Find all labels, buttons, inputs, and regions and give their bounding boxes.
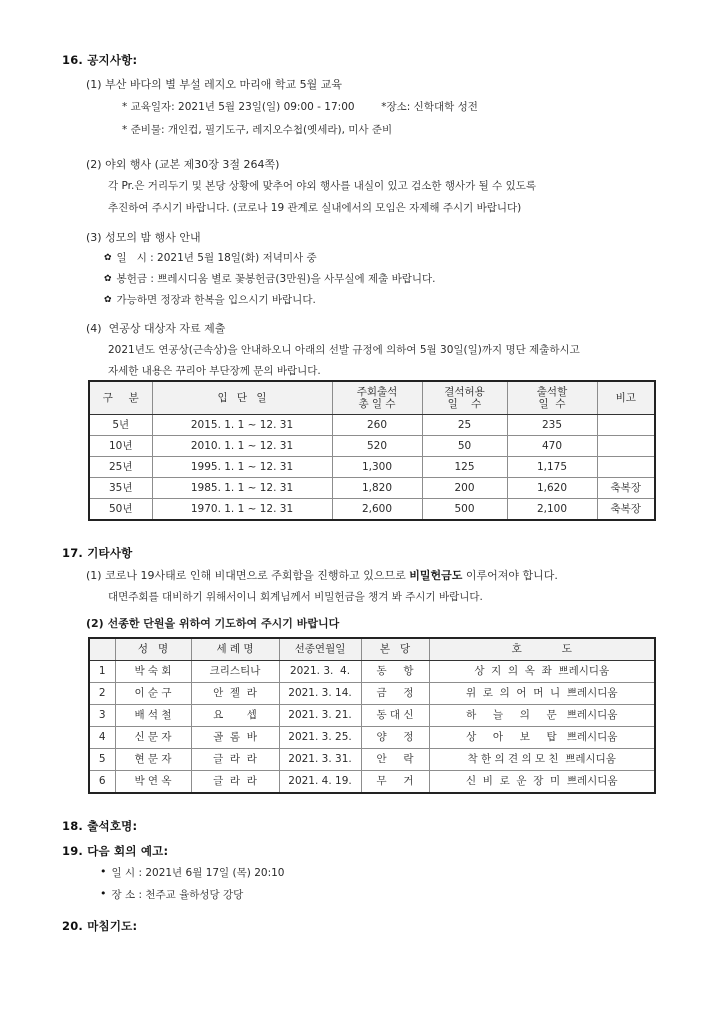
cell-praesidium: 하 늘 의 문 쁘레시디움	[429, 705, 655, 727]
section-17-item-1	[86, 567, 558, 583]
section-16-item-3	[86, 229, 201, 245]
cell-category: 25년	[89, 457, 152, 478]
cell-total: 260	[332, 415, 422, 436]
item-text: 연공상 대상자 자료 제출	[108, 322, 226, 335]
section-16-heading	[62, 52, 137, 68]
header-praesidium: 호 도	[429, 638, 655, 661]
table-row	[89, 457, 655, 478]
cell-name: 현 문 자	[115, 749, 191, 771]
dot-bullet-item	[100, 887, 243, 902]
cell-note: 축복장	[597, 478, 655, 499]
item-text-before: 코로나 19사태로 인해 비대면으로 주회함을 진행하고 있으므로	[105, 569, 410, 582]
cell-allowed: 200	[422, 478, 507, 499]
table-row	[89, 749, 655, 771]
header-period: 입 단 일	[152, 381, 332, 415]
section-16-item-1-detail-1: * 교육일자: 2021년 5월 23일(일) 09:00 - 17:00 *장소: 신학대학 성전	[122, 101, 478, 113]
section-17-item-2	[86, 615, 339, 631]
cell-required: 1,175	[507, 457, 597, 478]
item-marker: (1)	[86, 569, 102, 582]
cell-index: 4	[89, 727, 115, 749]
section-16-item-4	[86, 320, 225, 336]
cell-name: 신 문 자	[115, 727, 191, 749]
cell-required: 2,100	[507, 499, 597, 521]
cell-parish: 양 정	[361, 727, 429, 749]
item-text: 성모의 밤 행사 안내	[105, 231, 201, 244]
cell-total: 1,300	[332, 457, 422, 478]
item-text-after: 이루어져야 합니다.	[462, 569, 558, 582]
cell-parish: 무 거	[361, 771, 429, 794]
header-required-l2: 일 수	[538, 398, 566, 410]
dot-bullet-icon: •	[100, 887, 107, 900]
cell-parish: 동 항	[361, 661, 429, 683]
table-header-row	[89, 381, 655, 415]
section-19-title: 다음 회의 예고:	[87, 844, 169, 858]
cell-index: 3	[89, 705, 115, 727]
table-row	[89, 705, 655, 727]
header-allowed	[422, 381, 507, 415]
cell-praesidium: 착 한 의 견 의 모 친 쁘레시디움	[429, 749, 655, 771]
cell-baptismal-name: 크리스티나	[191, 661, 279, 683]
table-row	[89, 478, 655, 499]
item-text: 야외 행사 (교본 제30장 3절 264쪽)	[105, 158, 280, 171]
cell-allowed: 50	[422, 436, 507, 457]
cell-name: 박 숙 회	[115, 661, 191, 683]
cell-index: 2	[89, 683, 115, 705]
cell-baptismal-name: 요 셉	[191, 705, 279, 727]
cell-parish: 동 대 신	[361, 705, 429, 727]
item-marker: (3)	[86, 231, 102, 244]
cell-name: 배 석 철	[115, 705, 191, 727]
cell-praesidium: 신 비 로 운 장 미 쁘레시디움	[429, 771, 655, 794]
cell-death-date: 2021. 3. 4.	[279, 661, 361, 683]
table-row	[89, 415, 655, 436]
header-death-date: 선종연월일	[279, 638, 361, 661]
header-total-l1: 주회출석	[356, 385, 398, 398]
header-baptismal-name: 세 례 명	[191, 638, 279, 661]
header-name: 성 명	[115, 638, 191, 661]
section-16-item-4-paragraph-2: 자세한 내용은 꾸리아 부단장께 문의 바랍니다.	[108, 365, 321, 377]
section-20-title: 마침기도:	[87, 919, 138, 933]
cell-category: 10년	[89, 436, 152, 457]
dot-bullet-item	[100, 865, 284, 880]
header-parish: 본 당	[361, 638, 429, 661]
item-marker: (4)	[86, 322, 102, 335]
flower-bullet-item	[104, 250, 317, 265]
secret-offering-emphasis: 비밀헌금도	[409, 569, 463, 582]
section-18-heading	[62, 818, 137, 834]
header-note: 비고	[597, 381, 655, 415]
cell-name: 이 순 구	[115, 683, 191, 705]
flower-bullet-text: 봉헌금 : 쁘레시디움 별로 꽃봉헌금(3만원)을 사무실에 제출 바랍니다.	[116, 273, 436, 285]
cell-praesidium: 위 로 의 어 머 니 쁘레시디움	[429, 683, 655, 705]
section-20-number: 20.	[62, 919, 83, 933]
cell-required: 235	[507, 415, 597, 436]
flower-bullet-icon: ✿	[104, 295, 112, 305]
cell-period: 2010. 1. 1 ~ 12. 31	[152, 436, 332, 457]
section-16-title: 공지사항:	[87, 53, 138, 67]
cell-baptismal-name: 골 롬 바	[191, 727, 279, 749]
section-17-title: 기타사항	[87, 546, 133, 560]
cell-parish: 금 정	[361, 683, 429, 705]
flower-bullet-icon: ✿	[104, 274, 112, 284]
cell-note: 축복장	[597, 499, 655, 521]
header-allowed-l1: 결석허용	[444, 385, 485, 398]
table-row	[89, 499, 655, 521]
section-16-item-2-paragraph-1: 각 Pr.은 거리두기 및 본당 상황에 맞추어 야외 행사를 내실이 있고 검소한 행사가 될 수 있도록	[108, 180, 537, 192]
cell-death-date: 2021. 3. 31.	[279, 749, 361, 771]
cell-allowed: 500	[422, 499, 507, 521]
table-row	[89, 436, 655, 457]
dot-bullet-text: 일 시 : 2021년 6월 17일 (목) 20:10	[111, 867, 285, 879]
flower-bullet-text: 일 시 : 2021년 5월 18일(화) 저녁미사 중	[116, 252, 317, 264]
cell-praesidium: 상 지 의 옥 좌 쁘레시디움	[429, 661, 655, 683]
section-18-title: 출석호명:	[87, 819, 138, 833]
table-row	[89, 771, 655, 794]
cell-index: 5	[89, 749, 115, 771]
cell-index: 6	[89, 771, 115, 794]
section-17-item-1-paragraph: 대면주회를 대비하기 위해서이니 회계님께서 비밀헌금을 챙겨 봐 주시기 바랍니다.	[108, 591, 483, 603]
deceased-table-wrapper	[88, 637, 656, 794]
cell-death-date: 2021. 4. 19.	[279, 771, 361, 794]
flower-bullet-icon: ✿	[104, 253, 112, 263]
tenure-table	[88, 380, 656, 521]
header-total-l2: 총 일 수	[358, 398, 396, 410]
cell-period: 1985. 1. 1 ~ 12. 31	[152, 478, 332, 499]
header-required	[507, 381, 597, 415]
section-18-number: 18.	[62, 819, 83, 833]
cell-period: 1995. 1. 1 ~ 12. 31	[152, 457, 332, 478]
cell-category: 50년	[89, 499, 152, 521]
cell-praesidium: 상 아 보 탑 쁘레시디움	[429, 727, 655, 749]
section-19-number: 19.	[62, 844, 83, 858]
header-category: 구 분	[89, 381, 152, 415]
cell-category: 5년	[89, 415, 152, 436]
item-text: 선종한 단원을 위하여 기도하여 주시기 바랍니다	[107, 617, 340, 630]
table-row	[89, 727, 655, 749]
header-allowed-l2: 일 수	[447, 398, 482, 410]
cell-allowed: 125	[422, 457, 507, 478]
header-required-l1: 출석할	[536, 385, 568, 398]
cell-note	[597, 415, 655, 436]
table-row	[89, 683, 655, 705]
dot-bullet-text: 장 소 : 천주교 율하성당 강당	[111, 889, 244, 901]
section-17-number: 17.	[62, 546, 83, 560]
item-text: 부산 바다의 별 부설 레지오 마리애 학교 5월 교육	[105, 78, 342, 91]
tenure-table-wrapper	[88, 380, 656, 521]
section-20-heading	[62, 918, 137, 934]
cell-death-date: 2021. 3. 14.	[279, 683, 361, 705]
cell-death-date: 2021. 3. 25.	[279, 727, 361, 749]
section-16-item-1-detail-2: * 준비물: 개인컵, 필기도구, 레지오수첩(옛세라), 미사 준비	[122, 124, 393, 136]
cell-note	[597, 457, 655, 478]
cell-parish: 안 락	[361, 749, 429, 771]
cell-note	[597, 436, 655, 457]
flower-bullet-item	[104, 292, 316, 307]
deceased-members-table	[88, 637, 656, 794]
cell-period: 2015. 1. 1 ~ 12. 31	[152, 415, 332, 436]
cell-total: 520	[332, 436, 422, 457]
flower-bullet-text: 가능하면 정장과 한복을 입으시기 바랍니다.	[116, 294, 316, 306]
section-16-item-2	[86, 156, 279, 172]
flower-bullet-item	[104, 271, 436, 286]
cell-required: 470	[507, 436, 597, 457]
table-header-row	[89, 638, 655, 661]
cell-death-date: 2021. 3. 21.	[279, 705, 361, 727]
table-row	[89, 661, 655, 683]
item-marker: (2)	[86, 617, 104, 630]
section-16-item-1	[86, 76, 342, 92]
item-marker: (1)	[86, 78, 102, 91]
cell-total: 2,600	[332, 499, 422, 521]
cell-total: 1,820	[332, 478, 422, 499]
dot-bullet-icon: •	[100, 865, 107, 878]
cell-required: 1,620	[507, 478, 597, 499]
cell-index: 1	[89, 661, 115, 683]
cell-baptismal-name: 글 라 라	[191, 749, 279, 771]
item-marker: (2)	[86, 158, 102, 171]
cell-category: 35년	[89, 478, 152, 499]
cell-baptismal-name: 글 라 라	[191, 771, 279, 794]
header-index	[89, 638, 115, 661]
section-19-heading	[62, 843, 168, 859]
cell-name: 박 연 옥	[115, 771, 191, 794]
cell-baptismal-name: 안 젤 라	[191, 683, 279, 705]
cell-allowed: 25	[422, 415, 507, 436]
header-total	[332, 381, 422, 415]
section-16-item-2-paragraph-2: 추진하여 주시기 바랍니다. (코로나 19 관계로 실내에서의 모임은 자제해 주시기 바랍니다)	[108, 202, 522, 214]
cell-period: 1970. 1. 1 ~ 12. 31	[152, 499, 332, 521]
section-17-heading	[62, 545, 132, 561]
section-16-item-4-paragraph-1: 2021년도 연공상(근속상)을 안내하오니 아래의 선발 규정에 의하여 5월 30일(일)까지 명단 제출하시고	[108, 344, 580, 356]
section-16-number: 16.	[62, 53, 83, 67]
